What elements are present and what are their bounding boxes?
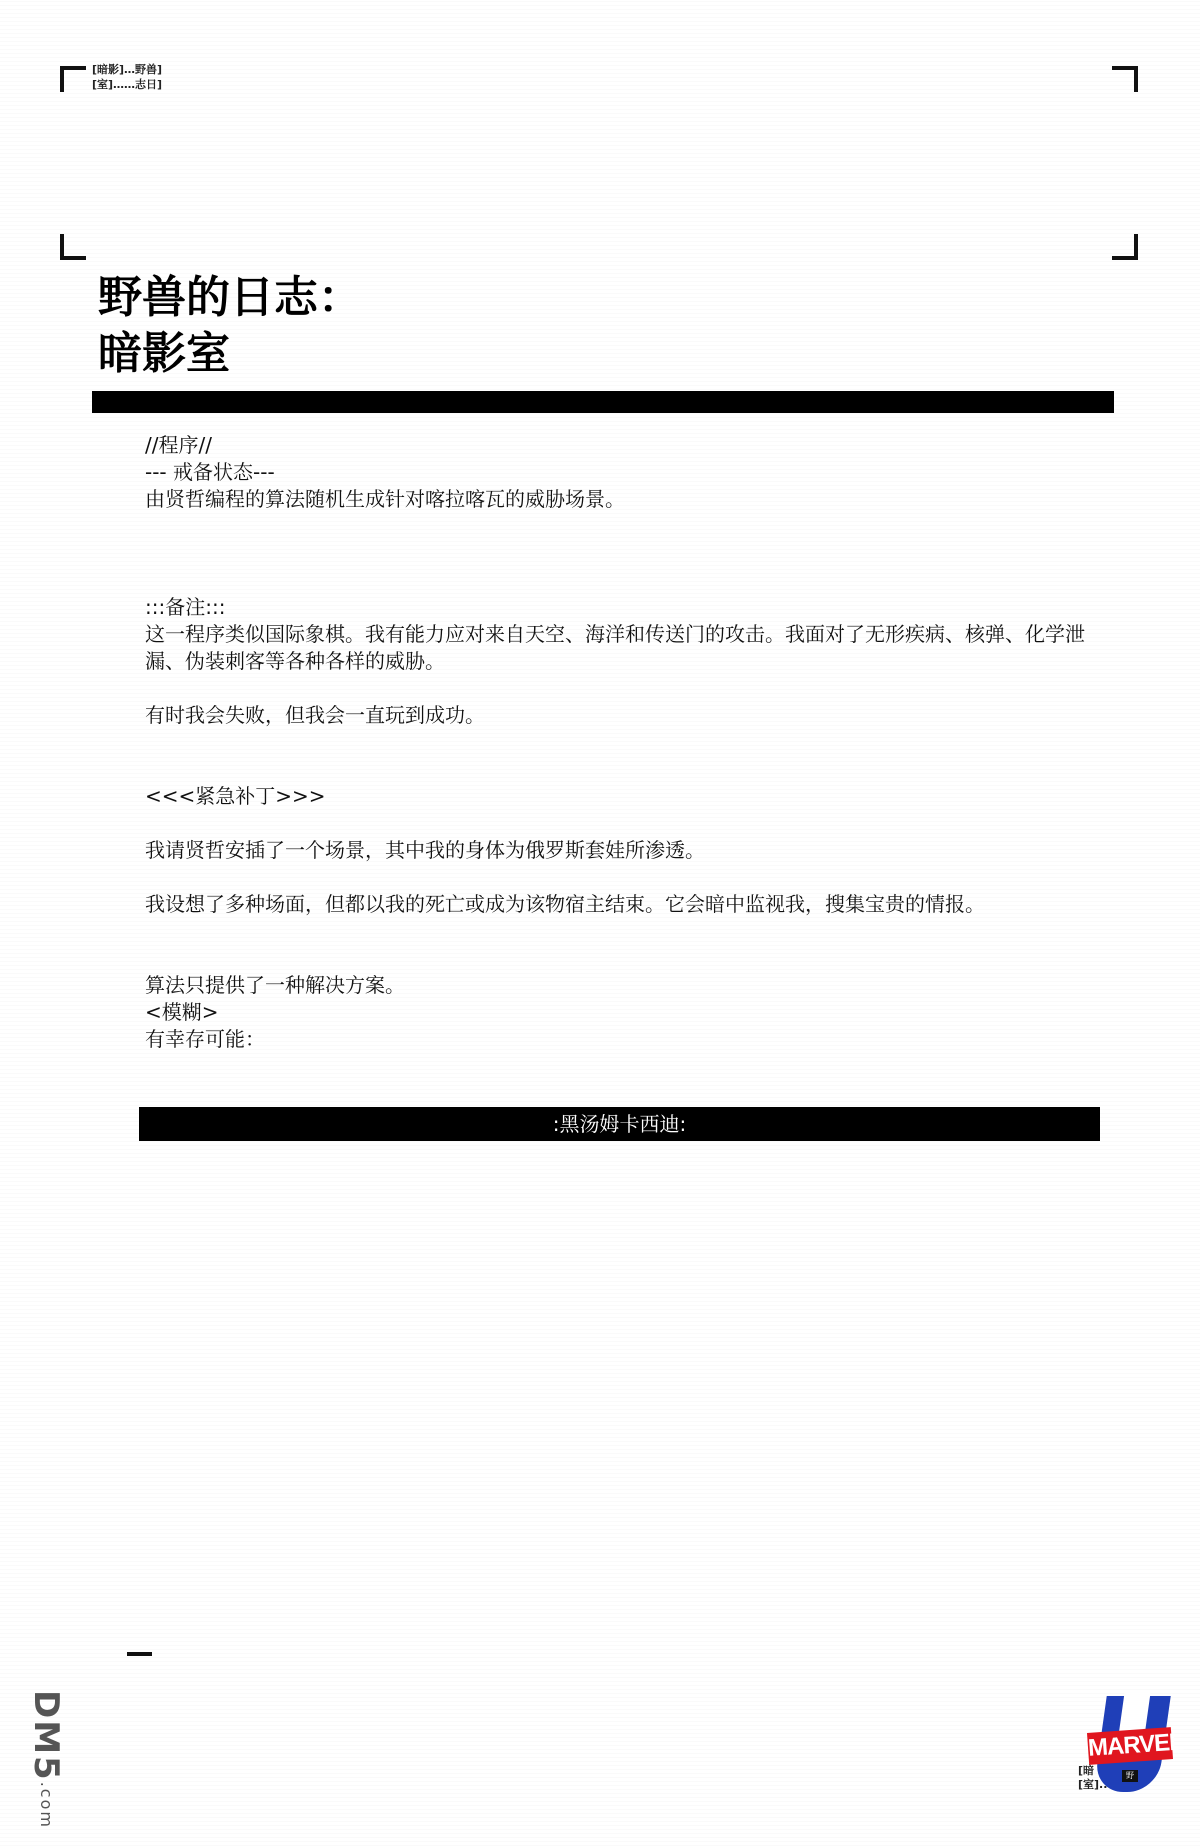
program-label: //程序// [145,433,212,457]
logo-seal: 野 [1122,1770,1138,1782]
logo-small-text [1078,1764,1107,1792]
corner-bracket-top-right [1112,66,1138,92]
emergency-patch-label: <<<紧急补丁>>> [145,784,326,808]
solution-paragraph: 算法只提供了一种解决方案。 [145,973,405,997]
outcome-paragraph: 我设想了多种场面，但都以我的死亡或成为该物宿主结束。它会暗中监视我，搜集宝贵的情报。 [145,892,985,916]
alert-status: --- 戒备状态--- [145,460,275,484]
corner-bracket-bottom-left [60,234,86,260]
bottom-dash [127,1652,152,1656]
watermark-main: DM5 [26,1690,66,1782]
title-rule-bar [92,391,1114,413]
log-content [145,432,1105,1053]
scenario-paragraph: 我请贤哲安插了一个场景，其中我的身体为俄罗斯套娃所渗透。 [145,838,705,862]
marvel-u-logo [1078,1690,1184,1800]
header-tag-line-1: [暗影]…野兽] [92,63,163,76]
header-tag-line-2: [室]……志日] [92,78,163,91]
corner-bracket-top-left [60,66,86,92]
notes-paragraph: 这一程序类似国际象棋。我有能力应对来自天空、海洋和传送门的攻击。我面对了无形疾病、核弹、化学泄漏、伪装刺客等各种各样的威胁。 [145,622,1085,673]
blur-label: <模糊> [145,1000,219,1024]
corner-bracket-bottom-right [1112,234,1138,260]
survival-label: 有幸存可能： [145,1027,265,1051]
watermark-sub: .com [37,1781,56,1829]
header-tag [92,62,162,92]
failure-paragraph: 有时我会失败，但我会一直玩到成功。 [145,703,485,727]
title-line-1: 野兽的日志： [98,272,362,323]
logo-small-line-2: [室].. [1078,1778,1108,1791]
title-line-2: 暗影室 [98,328,230,379]
redacted-bar: :黑汤姆卡西迪: [139,1107,1100,1141]
notes-label: :::备注::: [145,595,226,619]
site-watermark [6,1690,66,1840]
logo-small-line-1: [暗 [1078,1764,1095,1777]
program-description: 由贤哲编程的算法随机生成针对喀拉喀瓦的威胁场景。 [145,487,625,511]
logo-marvel-text: MARVEL [1087,1727,1173,1765]
page-title [98,270,362,382]
